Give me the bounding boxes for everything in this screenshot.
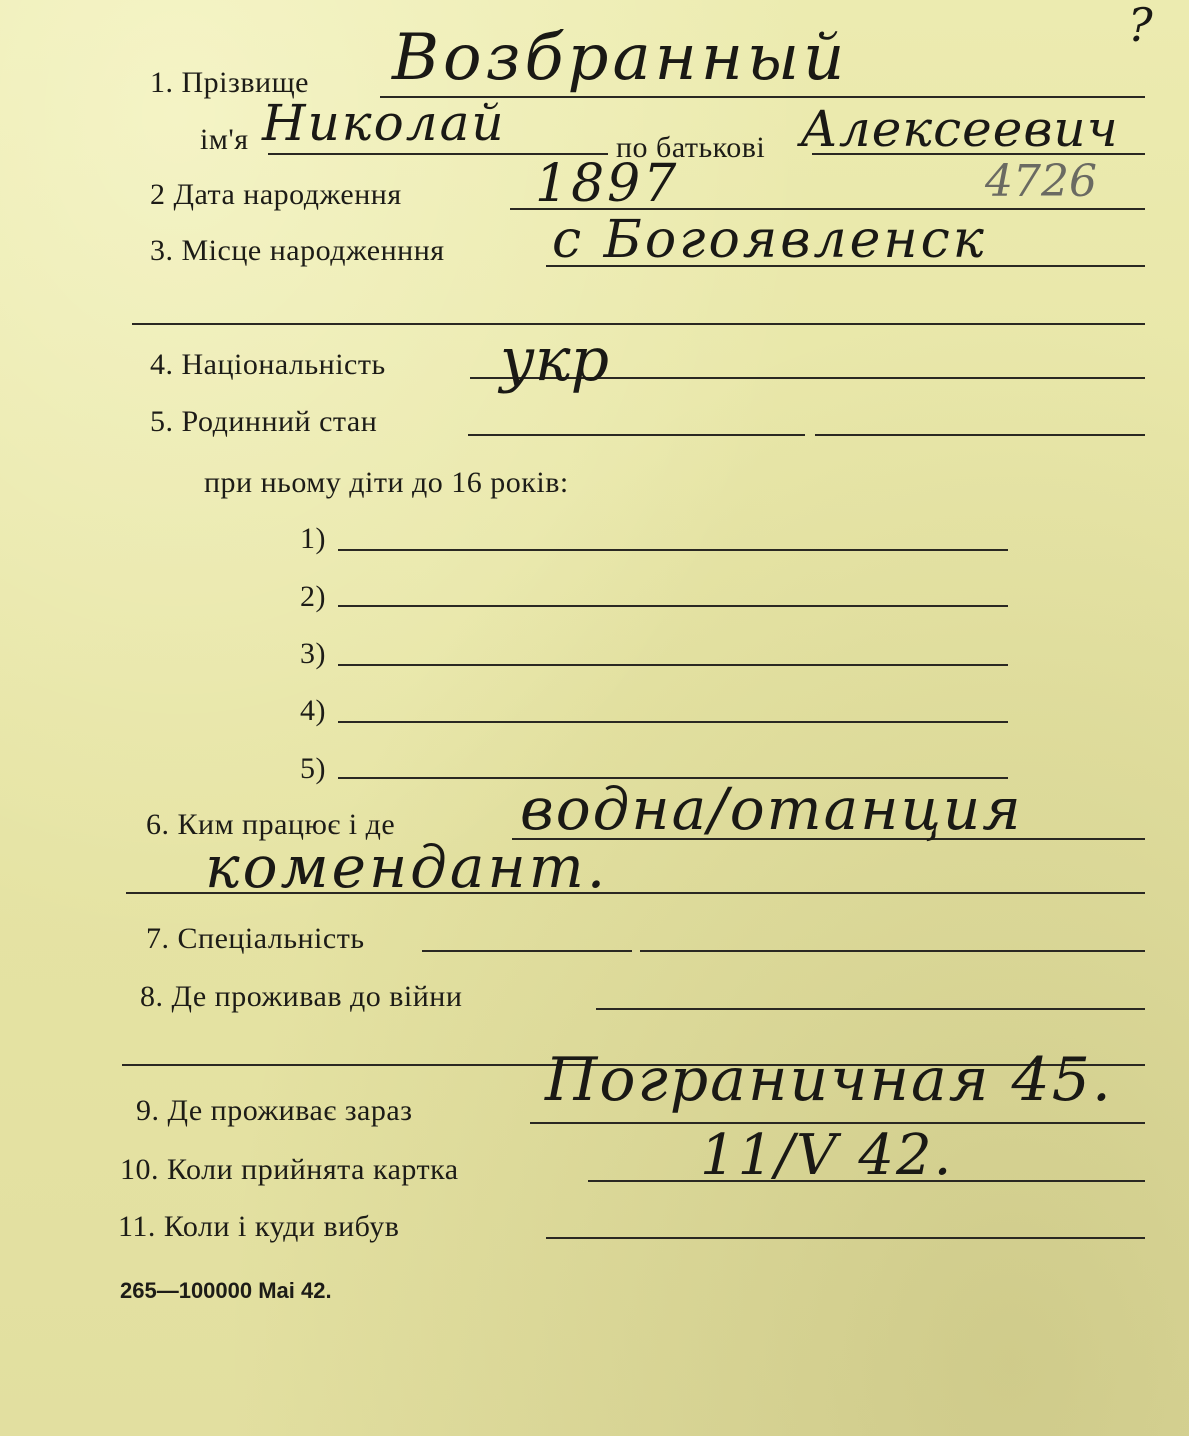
- card-number-pencil: 4726: [985, 156, 1097, 207]
- departed-line: [546, 1237, 1145, 1239]
- birth-place-label: 3. Місце народженння: [150, 234, 445, 267]
- name-handwritten: Николай: [262, 94, 506, 152]
- child-2-label: 2): [300, 580, 326, 613]
- marital-status-label: 5. Родинний стан: [150, 405, 378, 438]
- card-accepted-handwritten: 11/V 42.: [700, 1123, 954, 1188]
- children-label: при ньому діти до 16 років:: [204, 466, 569, 499]
- child-5-label: 5): [300, 752, 326, 785]
- corner-handwritten-mark: ?: [1128, 0, 1153, 52]
- current-residence-label: 9. Де проживає зараз: [136, 1094, 413, 1127]
- print-code: 265—100000 Mai 42.: [120, 1278, 332, 1303]
- specialty-line-a: [422, 950, 632, 952]
- child-2-line: [338, 605, 1008, 607]
- nationality-label: 4. Національність: [150, 348, 386, 381]
- specialty-line-b: [640, 950, 1145, 952]
- current-residence-handwritten: Пограничная 45.: [545, 1045, 1113, 1115]
- marital-status-line-b: [815, 434, 1145, 436]
- child-3-label: 3): [300, 637, 326, 670]
- nationality-handwritten: укр: [500, 325, 610, 395]
- prewar-residence-label: 8. Де проживав до війни: [140, 980, 463, 1013]
- child-4-label: 4): [300, 694, 326, 727]
- surname-handwritten: Возбранный: [392, 21, 849, 95]
- birth-place-handwritten: с Богоявленск: [552, 210, 987, 270]
- marital-status-line-a: [468, 434, 805, 436]
- card-accepted-label: 10. Коли прийнята картка: [120, 1153, 459, 1186]
- specialty-label: 7. Спеціальність: [146, 922, 365, 955]
- child-1-label: 1): [300, 522, 326, 555]
- birth-place-line-2: [132, 323, 1145, 325]
- work-handwritten-line2: комендант.: [205, 833, 609, 901]
- child-1-line: [338, 549, 1008, 551]
- departed-label: 11. Коли і куди вибув: [118, 1210, 400, 1243]
- work-handwritten-line1: водна/отанция: [520, 775, 1023, 843]
- child-4-line: [338, 721, 1008, 723]
- prewar-residence-line: [596, 1008, 1145, 1010]
- patronymic-handwritten: Алексеевич: [800, 100, 1119, 158]
- birth-year-handwritten: 1897: [535, 154, 680, 214]
- child-3-line: [338, 664, 1008, 666]
- patronymic-label: по батькові: [616, 131, 766, 164]
- surname-label: 1. Прізвище: [150, 66, 309, 99]
- birth-date-label: 2 Дата народження: [150, 178, 402, 211]
- name-label: ім'я: [200, 123, 249, 156]
- work-label: 6. Ким працює і де: [146, 808, 396, 841]
